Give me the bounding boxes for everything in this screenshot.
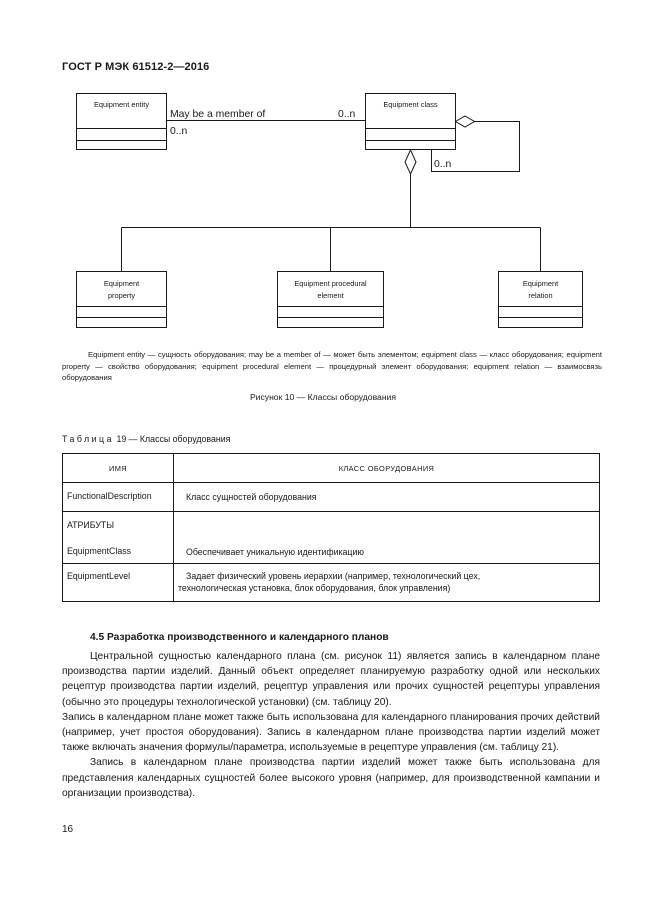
row3-desc-line1: Задает физический уровень иерархии (например, технологический цех, [186,571,481,581]
table-row [63,483,600,512]
header-class: КЛАСС ОБОРУДОВАНИЯ [174,454,600,483]
equipment-property-label-1: Equipment [103,279,140,288]
multiplicity-entity: 0..n [170,126,188,137]
page-number: 16 [62,824,74,835]
composition-diamond [405,150,416,174]
table-title-word: Таблица [62,434,114,444]
multiplicity-self: 0..n [434,159,452,170]
class-diagram [0,0,646,345]
equipment-property-label-2: property [107,291,136,300]
row2-name: EquipmentClass [67,546,132,556]
paragraph-1: Центральной сущностью календарного плана (см. рисунок 11) является запись в календарном плане производства партии изделий. Данный объект определяет планируемую разработку одной или нескольких рецептур производства партии изделий, рецептур управления или прочих сущностей рецептуры управления (обычно это процедуры технологической установки) (см. таблицу 20). [62,651,600,708]
equipment-classes-table [62,453,600,602]
equipment-procedural-label-2: element [317,291,344,300]
row1-desc: Класс сущностей оборудования [174,483,600,512]
multiplicity-class: 0..n [338,109,356,120]
attributes-desc-cell [174,512,600,564]
table-row [63,564,600,602]
figure-legend: Equipment entity — сущность оборудования; may be a member of — может быть элементом; equipment class — класс оборудования; equipment property — свойство оборудования; equipment procedural element — процедурный элемент оборудования; equipment relation — взаимосвязь оборудования [62,350,602,382]
section-body [62,649,600,801]
table-title [62,434,230,444]
table-header-row [63,454,600,483]
table-title-rest: 19 — Классы оборудования [114,434,231,444]
header-name: ИМЯ [63,454,174,483]
table-row [63,512,600,564]
section-title: 4.5 Разработка производственного и календарного планов [90,632,389,643]
equipment-relation-label-2: relation [528,291,553,300]
row3-name: EquipmentLevel [63,564,174,602]
equipment-class-label: Equipment class [383,100,438,109]
figure-caption: Рисунок 10 — Классы оборудования [249,392,397,402]
paragraph-3: Запись в календарном плане производства партии изделий может также быть использована для представления календарных сущностей более высокого уровня (например, для производственной кампании и организации производства). [62,757,600,799]
association-label: May be a member of [170,109,266,120]
row3-desc [174,564,600,602]
attributes-cell [63,512,174,564]
attributes-label: АТРИБУТЫ [67,520,115,530]
row1-name: FunctionalDescription [63,483,174,512]
equipment-procedural-label-1: Equipment procedural [294,279,367,288]
document-header: ГОСТ Р МЭК 61512-2—2016 [62,61,210,73]
paragraph-2: Запись в календарном плане может также быть использована для календарного планирования прочих действий (например, учет простоя оборудования). Запись в календарном плане производства партии изделий может также включать значения формулы/параметра, используемые в рецептуре управления (см. таблицу 21). [62,711,600,754]
equipment-entity-label: Equipment entity [93,100,150,109]
equipment-relation-label-1: Equipment [522,279,559,288]
self-aggregation-diamond [456,116,475,127]
row2-desc: Обеспечивает уникальную идентификацию [186,547,364,557]
row3-desc-line2: технологическая установка, блок оборудования, блок управления) [178,583,451,593]
